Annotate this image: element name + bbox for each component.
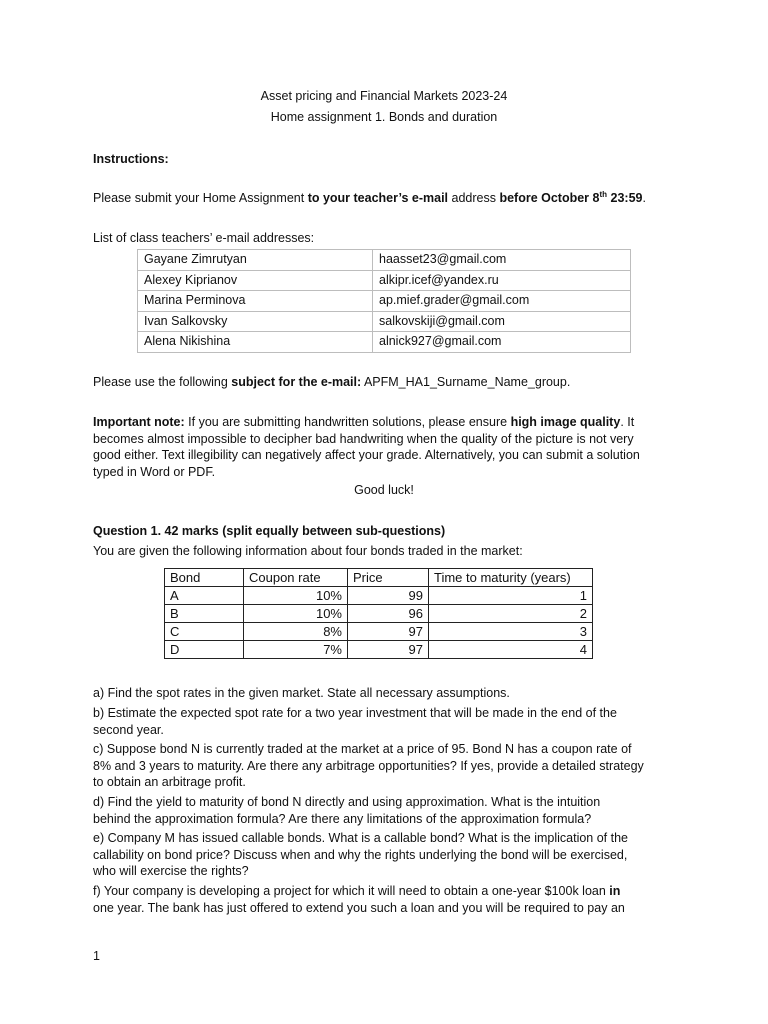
table-row [165,623,593,641]
column-header: Price [348,569,429,587]
bond-cell: D [165,641,244,659]
teacher-name: Alena Nikishina [138,332,373,353]
assignment-title: Home assignment 1. Bonds and duration [270,110,498,124]
good-luck: Good luck! [354,483,414,497]
instructions-heading: Instructions: [93,152,169,166]
subquestion-e: e) Company M has issued callable bonds. What is a callable bond? What is the implication of the callability on bond price? Discuss when and why the rights underlying the bond will be exercised, who will exercise the rights? [93,831,629,878]
maturity-cell: 4 [429,641,593,659]
table-row [138,291,631,312]
course-title: Asset pricing and Financial Markets 2023-24 [260,89,508,103]
teacher-email: ap.mief.grader@gmail.com [373,291,631,312]
bond-cell: B [165,605,244,623]
table-row [165,605,593,623]
price-cell: 96 [348,605,429,623]
coupon-cell: 10% [244,587,348,605]
bond-table [164,568,593,659]
bond-cell: A [165,587,244,605]
teacher-name: Marina Perminova [138,291,373,312]
teacher-list-label: List of class teachers’ e-mail addresses: [93,231,315,245]
table-row [138,250,631,271]
table-header-row [165,569,593,587]
subquestion-a: a) Find the spot rates in the given market. State all necessary assumptions. [93,686,510,700]
teacher-email: alkipr.icef@yandex.ru [373,270,631,291]
maturity-cell: 1 [429,587,593,605]
subquestion-f: f) Your company is developing a project for which it will need to obtain a one-year $100k loan in one year. The bank has just offered to extend you such a loan and you will be required to pay an [93,884,625,915]
teacher-name: Gayane Zimrutyan [138,250,373,271]
coupon-cell: 8% [244,623,348,641]
question1-intro: You are given the following information about four bonds traded in the market: [93,544,523,558]
teacher-name: Alexey Kiprianov [138,270,373,291]
table-row [138,311,631,332]
column-header: Coupon rate [244,569,348,587]
submission-instructions: Please submit your Home Assignment to your teacher’s e-mail address before October 8th 23:59. [93,189,646,205]
price-cell: 97 [348,623,429,641]
column-header: Bond [165,569,244,587]
page-number: 1 [93,949,100,963]
teacher-email: salkovskiji@gmail.com [373,311,631,332]
subquestion-b: b) Estimate the expected spot rate for a two year investment that will be made in the end of the second year. [93,706,617,737]
email-subject-instruction: Please use the following subject for the e-mail: APFM_HA1_Surname_Name_group. [93,375,571,389]
column-header: Time to maturity (years) [429,569,593,587]
teacher-email: alnick927@gmail.com [373,332,631,353]
table-row [138,332,631,353]
table-row [165,641,593,659]
maturity-cell: 2 [429,605,593,623]
table-row [138,270,631,291]
question1-heading: Question 1. 42 marks (split equally between sub-questions) [93,524,446,538]
table-row [165,587,593,605]
teacher-email-table [137,249,631,353]
coupon-cell: 10% [244,605,348,623]
maturity-cell: 3 [429,623,593,641]
price-cell: 99 [348,587,429,605]
teacher-email: haasset23@gmail.com [373,250,631,271]
teacher-name: Ivan Salkovsky [138,311,373,332]
subquestion-c: c) Suppose bond N is currently traded at the market at a price of 95. Bond N has a coupon rate of 8% and 3 years to maturity. Are there any arbitrage opportunities? If yes, provide a detailed strategy to obtain an arbitrage profit. [93,742,644,789]
price-cell: 97 [348,641,429,659]
important-note: Important note: If you are submitting handwritten solutions, please ensure high image quality. It becomes almost impossible to decipher bad handwriting when the quality of the picture is not very good either. Text illegibility can negatively affect your grade. Alternatively, you can submit a solution typed in Word or PDF. [93,415,640,479]
bond-cell: C [165,623,244,641]
subquestion-d: d) Find the yield to maturity of bond N directly and using approximation. What is the intuition behind the approximation formula? Are there any limitations of the approximation formula? [93,795,601,826]
coupon-cell: 7% [244,641,348,659]
